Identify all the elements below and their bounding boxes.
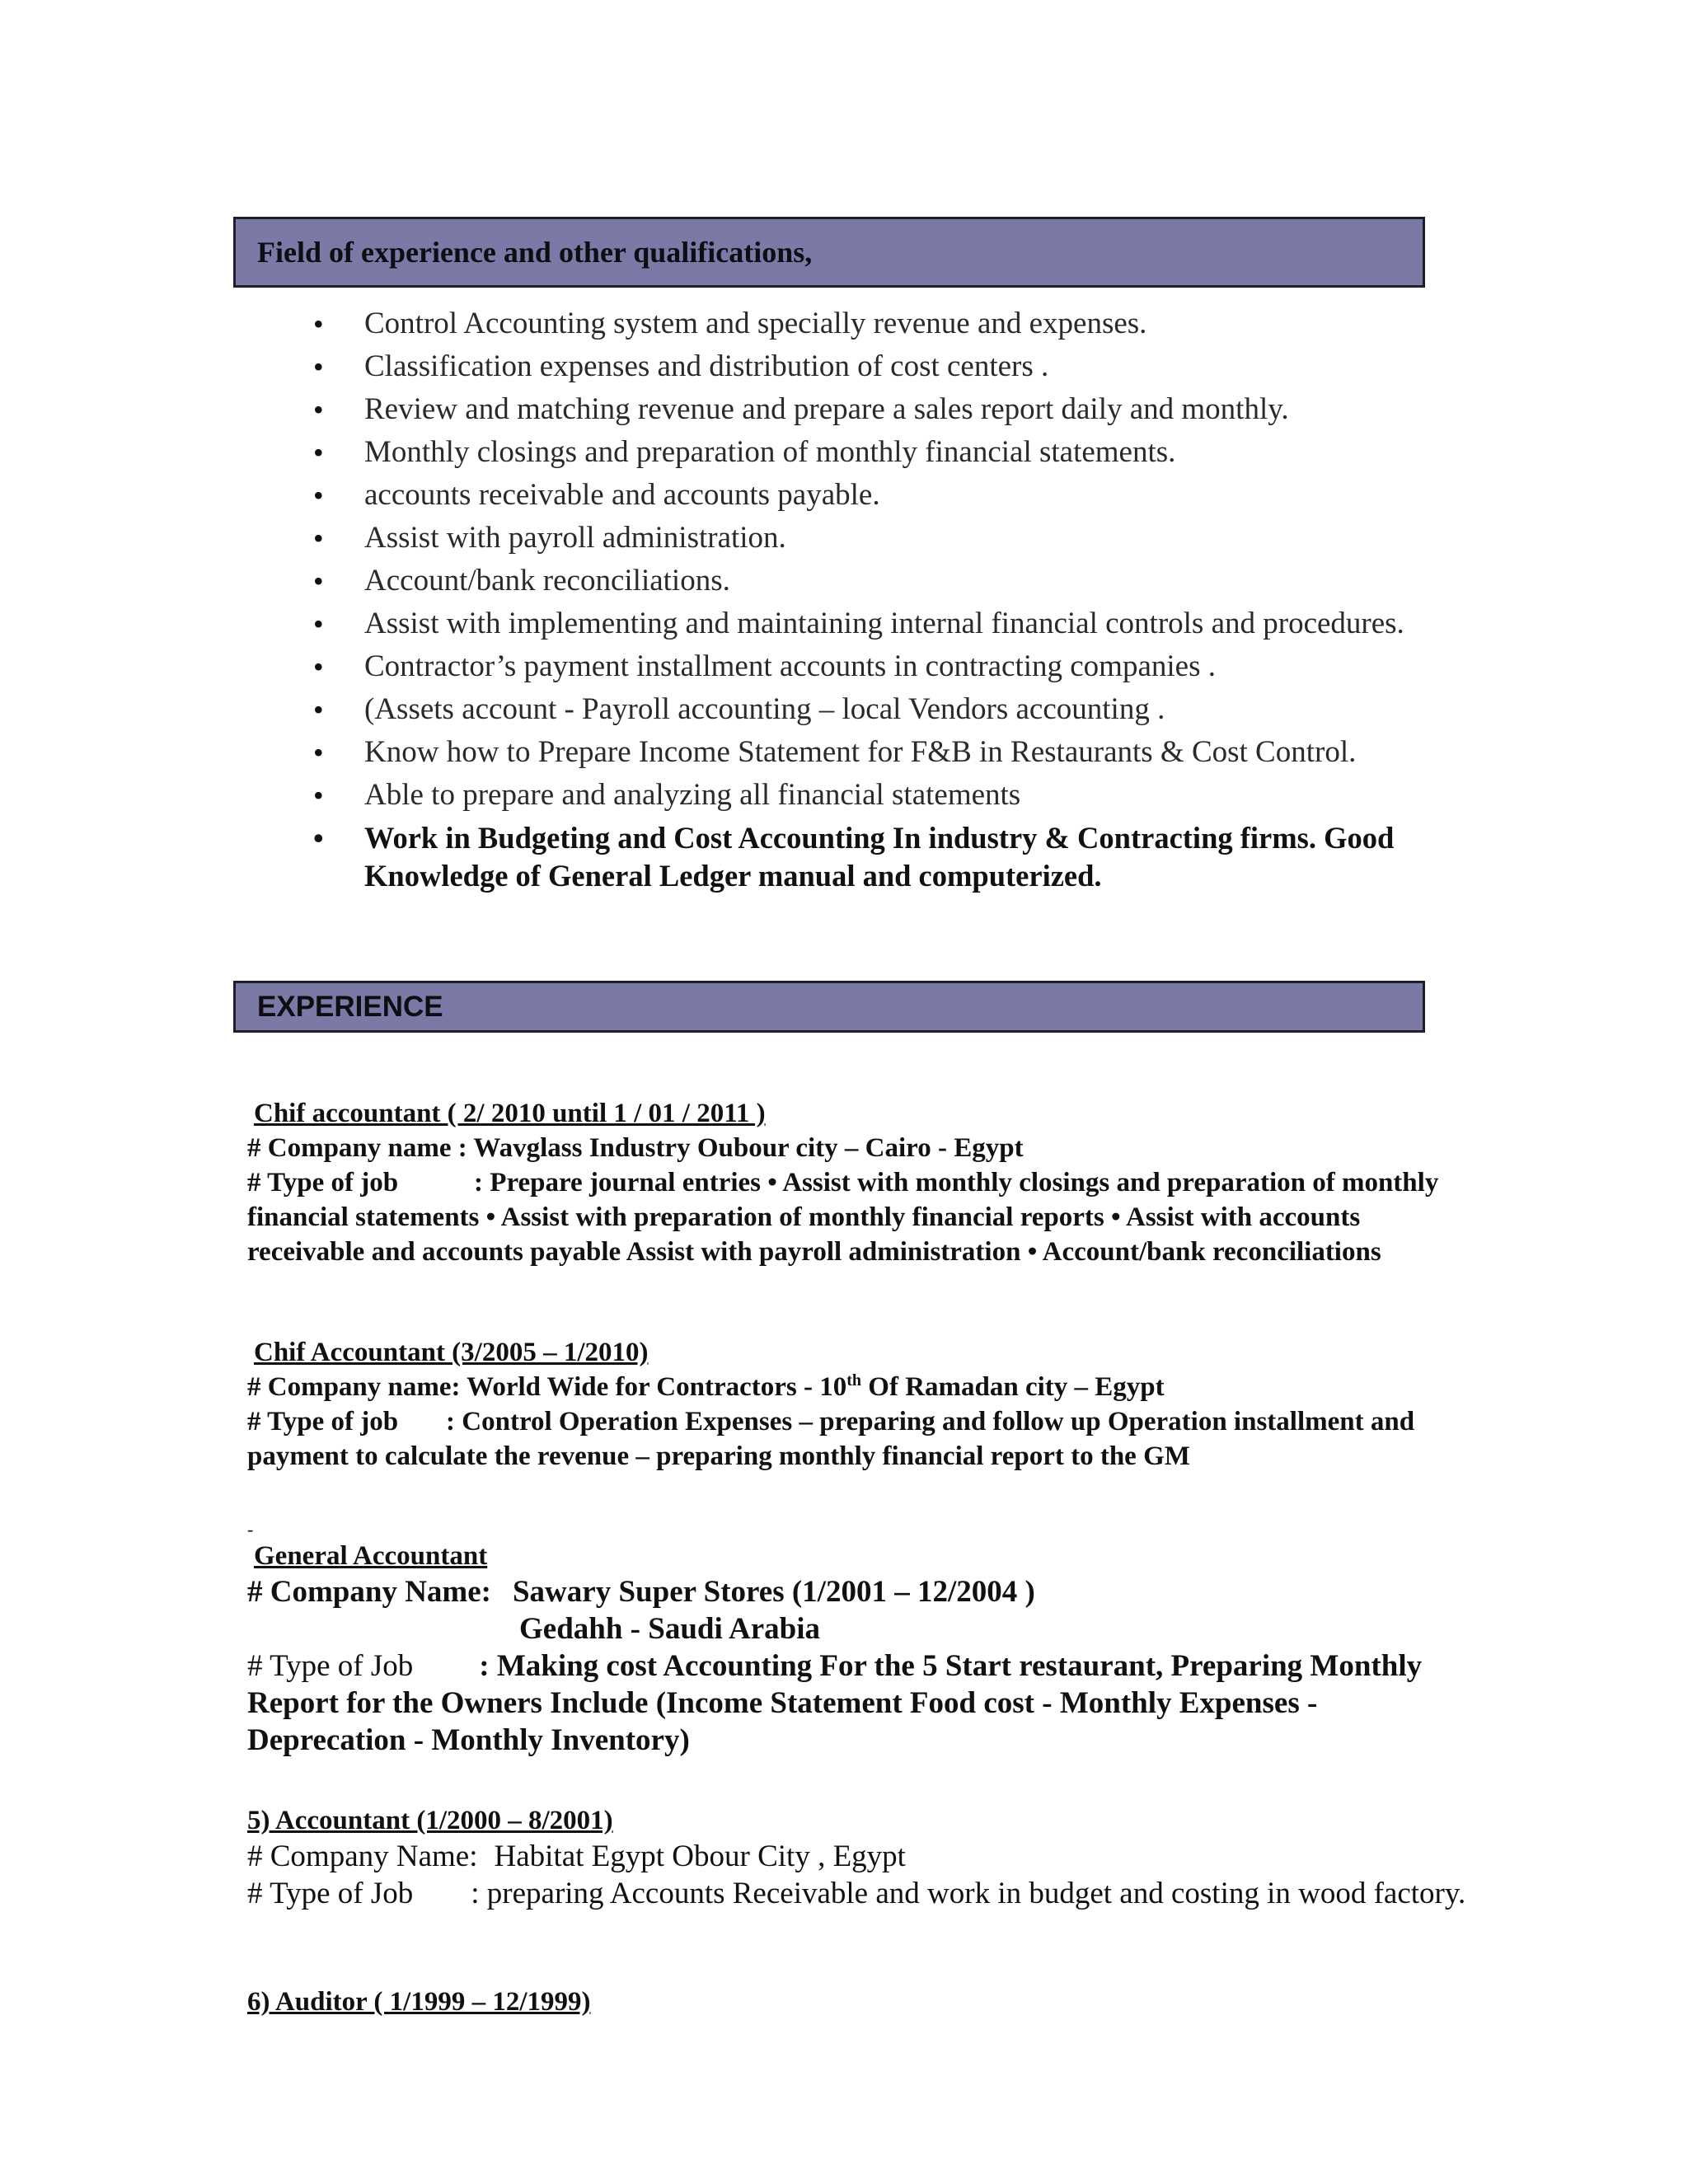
job-entry-4 — [247, 1803, 1484, 1912]
list-item: • Assist with implementing and maintaining internal financial controls and procedures. — [313, 605, 1467, 643]
list-item: • Contractor’s payment installment accounts in contracting companies . — [313, 648, 1467, 686]
list-item: • accounts receivable and accounts payable. — [313, 476, 1467, 514]
list-item: • Review and matching revenue and prepare a sales report daily and monthly. — [313, 391, 1467, 429]
company-location: Gedahh - Saudi Arabia — [519, 1612, 820, 1646]
list-item: • Monthly closings and preparation of monthly financial statements. — [313, 434, 1467, 471]
list-item: • (Assets account - Payroll accounting – local Vendors accounting . — [313, 691, 1467, 729]
stray-mark: - — [247, 1519, 254, 1540]
ordinal-suffix: th — [846, 1371, 862, 1390]
company-name: Habitat Egypt Obour City , Egypt — [494, 1840, 906, 1873]
job-title: 6) Auditor ( 1/1999 – 12/1999) — [247, 1987, 591, 2017]
job-type-label: # Type of Job — [247, 1877, 414, 1910]
job-entry-3 — [247, 1521, 1484, 1759]
job-entry-1 — [247, 1096, 1484, 1269]
list-item: • Work in Budgeting and Cost Accounting In industry & Contracting firms. Good Knowledge of General Ledger manual and computerized. — [313, 819, 1467, 895]
experience-heading: EXPERIENCE — [257, 990, 443, 1023]
job-type-description: : Making cost Accounting For the 5 Start restaurant, Preparing Monthly Report for the Owners Include (Income Statement Food cost - Monthly Expenses - Deprecation - Monthly Inventory) — [247, 1649, 1423, 1757]
company-label: # Company Name: — [247, 1575, 491, 1609]
list-item: • Know how to Prepare Income Statement for F&B in Restaurants & Cost Control. — [313, 733, 1467, 771]
job-title: Chif Accountant (3/2005 – 1/2010) — [254, 1338, 649, 1367]
job-entry-2 — [247, 1335, 1484, 1474]
job-entry-5 — [247, 1985, 1484, 2019]
list-item: • Classification expenses and distribution of cost centers . — [313, 348, 1467, 386]
list-item: • Assist with payroll administration. — [313, 519, 1467, 557]
job-title: General Accountant — [254, 1541, 488, 1571]
job-type-label: # Type of job — [247, 1407, 399, 1436]
list-item: • Account/bank reconciliations. — [313, 562, 1467, 600]
job-title: 5) Accountant (1/2000 – 8/2001) — [247, 1806, 613, 1835]
qualifications-section-header — [233, 217, 1425, 288]
company-label: # Company name : — [247, 1133, 474, 1163]
qualifications-list — [313, 305, 1467, 900]
job-type-description: : preparing Accounts Receivable and work in budget and costing in wood factory. — [471, 1877, 1466, 1910]
company-label: # Company name: — [247, 1372, 467, 1402]
company-name: Sawary Super Stores (1/2001 – 12/2004 ) — [512, 1575, 1035, 1609]
job-type-label: # Type of job — [247, 1168, 399, 1197]
company-name: World Wide for Contractors - 10 — [467, 1372, 847, 1402]
experience-section-header — [233, 981, 1425, 1033]
company-location: Of Ramadan city – Egypt — [861, 1372, 1165, 1402]
company-name: Wavglass Industry Oubour city – Cairo - Egypt — [473, 1133, 1024, 1163]
list-item: • Control Accounting system and specially revenue and expenses. — [313, 305, 1467, 343]
list-item: • Able to prepare and analyzing all financial statements — [313, 776, 1467, 814]
job-title: Chif accountant ( 2/ 2010 until 1 / 01 / 2011 ) — [254, 1099, 766, 1128]
company-label: # Company Name: — [247, 1840, 478, 1873]
job-type-description: : Control Operation Expenses – preparing and follow up Operation installment and payment to calculate the revenue – preparing monthly financial report to the GM — [247, 1407, 1415, 1471]
qualifications-heading: Field of experience and other qualifications, — [257, 236, 813, 269]
job-type-label: # Type of Job — [247, 1649, 414, 1683]
job-type-description: : Prepare journal entries • Assist with monthly closings and preparation of monthly financial statements • Assist with preparation of monthly financial reports • Assist with accounts receivable and accounts payable Assist with payroll administration • Account/bank reconciliations — [247, 1168, 1439, 1267]
